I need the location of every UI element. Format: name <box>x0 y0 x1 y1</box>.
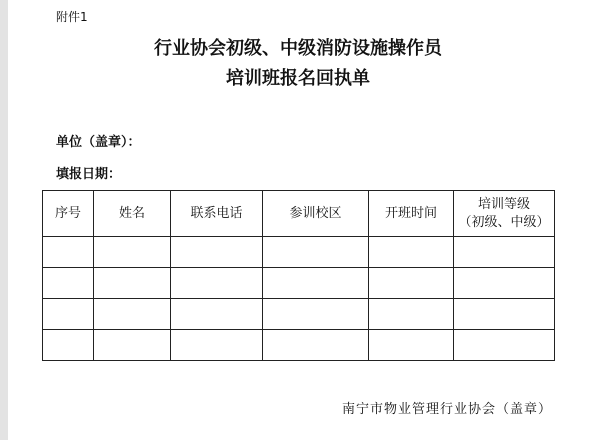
cell-campus[interactable] <box>263 268 369 299</box>
cell-campus[interactable] <box>263 299 369 330</box>
header-training-level-title: 培训等级 <box>477 196 530 212</box>
issuer-stamp-label: 南宁市物业管理行业协会（盖章） <box>341 402 552 417</box>
header-serial-number: 序号 <box>43 191 94 237</box>
cell-training-level[interactable] <box>454 330 555 361</box>
header-training-level <box>454 191 555 237</box>
cell-phone[interactable] <box>171 299 263 330</box>
table-row <box>43 237 555 268</box>
cell-serial-number[interactable] <box>43 268 94 299</box>
cell-training-level[interactable] <box>454 299 555 330</box>
cell-name[interactable] <box>94 237 171 268</box>
cell-campus[interactable] <box>263 330 369 361</box>
cell-phone[interactable] <box>171 330 263 361</box>
document-title-line-1: 行业协会初级、中级消防设施操作员 <box>154 38 442 59</box>
attachment-label: 附件1 <box>56 10 88 24</box>
cell-class-start-time[interactable] <box>369 268 454 299</box>
page-margin-bar <box>0 0 8 440</box>
cell-serial-number[interactable] <box>43 237 94 268</box>
header-campus: 参训校区 <box>263 191 369 237</box>
cell-name[interactable] <box>94 299 171 330</box>
table-row <box>43 299 555 330</box>
document-title-line-2: 培训班报名回执单 <box>226 68 370 89</box>
header-training-level-note: （初级、中级） <box>458 214 550 230</box>
cell-phone[interactable] <box>171 268 263 299</box>
fill-date-label: 填报日期： <box>56 167 122 182</box>
cell-class-start-time[interactable] <box>369 299 454 330</box>
table-row <box>43 330 555 361</box>
unit-stamp-label: 单位（盖章）： <box>56 135 141 150</box>
header-name: 姓名 <box>94 191 171 237</box>
cell-training-level[interactable] <box>454 237 555 268</box>
cell-name[interactable] <box>94 330 171 361</box>
registration-table <box>42 190 555 361</box>
table-row <box>43 268 555 299</box>
cell-serial-number[interactable] <box>43 330 94 361</box>
cell-name[interactable] <box>94 268 171 299</box>
cell-class-start-time[interactable] <box>369 237 454 268</box>
cell-training-level[interactable] <box>454 268 555 299</box>
cell-campus[interactable] <box>263 237 369 268</box>
cell-class-start-time[interactable] <box>369 330 454 361</box>
cell-serial-number[interactable] <box>43 299 94 330</box>
table-header-row <box>43 191 555 237</box>
header-class-start-time: 开班时间 <box>369 191 454 237</box>
header-phone: 联系电话 <box>171 191 263 237</box>
cell-phone[interactable] <box>171 237 263 268</box>
